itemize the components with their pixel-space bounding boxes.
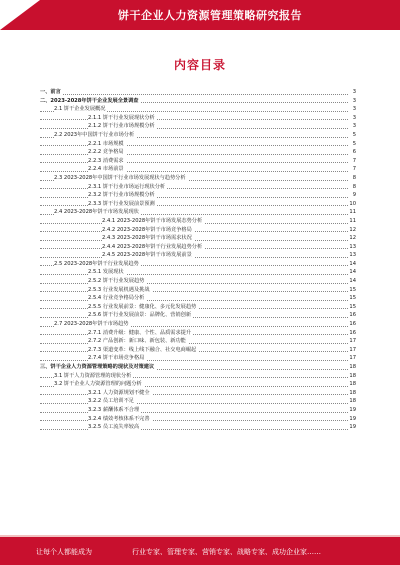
toc-entry[interactable] <box>40 200 356 209</box>
toc-page-number: 19 <box>349 415 356 422</box>
toc-entry[interactable] <box>40 157 356 166</box>
toc-entry[interactable] <box>40 277 356 286</box>
toc-entry-title: 3.1 饼干人力资源管理的现状分析 <box>54 372 132 379</box>
report-title: 饼干企业人力资源管理策略研究报告 <box>118 9 302 22</box>
toc-leader-dots <box>40 197 348 198</box>
toc-entry-title: 2.5 2023-2028年饼干行业发展趋势 <box>54 260 139 267</box>
toc-entry[interactable] <box>40 303 356 312</box>
toc-entry[interactable] <box>40 337 356 346</box>
toc-entry[interactable] <box>40 97 356 106</box>
footer-banner <box>0 535 400 565</box>
toc-heading: 内容目录 <box>173 58 226 72</box>
toc-leader-dots <box>40 205 348 206</box>
toc-page-number: 10 <box>349 200 356 207</box>
toc-leader-dots <box>40 291 348 292</box>
toc-page-number: 3 <box>352 89 356 95</box>
toc-page-number: 19 <box>349 406 356 413</box>
toc-entry-title: 2.5.5 行业发展前景：健康化、多元化发展趋势 <box>88 303 197 310</box>
toc-entry[interactable] <box>40 217 356 226</box>
toc-entry[interactable] <box>40 380 356 389</box>
toc-page-number: 17 <box>349 338 356 345</box>
toc-entry[interactable] <box>40 208 356 217</box>
toc-entry[interactable] <box>40 114 356 123</box>
toc-leader-dots <box>40 360 348 361</box>
toc-entry[interactable] <box>40 243 356 252</box>
toc-entry-title: 2.2.1 市场规模 <box>88 140 124 147</box>
toc-entry[interactable] <box>40 140 356 149</box>
toc-entry-title: 2.5.3 行业发展机遇及挑战 <box>88 286 150 293</box>
toc-leader-dots <box>40 412 348 413</box>
toc-entry[interactable] <box>40 234 356 243</box>
toc-page-number: 16 <box>349 329 356 336</box>
toc-entry[interactable] <box>40 415 356 424</box>
toc-page-number: 3 <box>352 123 356 130</box>
toc-entry-title: 2.3.2 饼干行业市场规模分析 <box>88 192 155 199</box>
header-banner <box>0 0 400 30</box>
toc-page-number: 12 <box>349 235 356 242</box>
toc-entry[interactable] <box>40 226 356 235</box>
toc-leader-dots <box>40 94 348 95</box>
toc-leader-dots <box>40 343 348 344</box>
toc-entry-title: 2.1.2 饼干行业市场规模分析 <box>88 123 155 130</box>
toc-leader-dots <box>40 257 348 258</box>
toc-leader-dots <box>40 162 348 163</box>
toc-page-number: 18 <box>349 372 356 379</box>
toc-page-number: 17 <box>349 346 356 353</box>
toc-entry[interactable] <box>40 363 356 372</box>
toc-entry-title: 2.5.4 行业竞争格局分析 <box>88 295 145 302</box>
toc-leader-dots <box>40 394 348 395</box>
toc-entry-title: 3.2.1 人力资源规划不健全 <box>88 389 150 396</box>
toc-entry-title: 2.4.2 2023-2028年饼干市场竞争格局 <box>102 226 192 233</box>
toc-page-number: 18 <box>349 389 356 396</box>
toc-entry[interactable] <box>40 423 356 432</box>
toc-entry[interactable] <box>40 148 356 157</box>
toc-entry-title: 2.1.1 饼干行业发展现状分析 <box>88 114 155 121</box>
toc-entry[interactable] <box>40 311 356 320</box>
toc-entry-title: 2.7.3 渠道变革：线上线下融合、社交电商崛起 <box>88 346 197 353</box>
toc-page-number: 14 <box>349 278 356 285</box>
toc-page-number: 7 <box>352 166 356 173</box>
toc-entry-title: 2.4.1 2023-2028年饼干市场发展态势分析 <box>102 217 203 224</box>
toc-page-number: 18 <box>349 398 356 405</box>
toc-leader-dots <box>40 240 348 241</box>
toc-entry[interactable] <box>40 294 356 303</box>
toc-page-number: 5 <box>352 131 356 138</box>
toc-entry[interactable] <box>40 268 356 277</box>
footer-stripe <box>0 535 400 537</box>
toc-entry-title: 一、前言 <box>40 89 61 95</box>
toc-entry[interactable] <box>40 286 356 295</box>
toc-page-number: 16 <box>349 312 356 319</box>
toc-entry[interactable] <box>40 88 356 97</box>
toc-entry-title: 2.2 2023年中国饼干行业市场分析 <box>54 131 135 138</box>
toc-page-number: 8 <box>352 183 356 190</box>
toc-leader-dots <box>40 171 348 172</box>
toc-leader-dots <box>40 128 348 129</box>
toc-entry[interactable] <box>40 397 356 406</box>
toc-entry[interactable] <box>40 191 356 200</box>
toc-leader-dots <box>40 188 348 189</box>
toc-page-number: 12 <box>349 226 356 233</box>
toc-entry-title: 2.5.6 饼干行业发展前景：品牌化、营销创新 <box>88 312 192 319</box>
toc-page-number: 3 <box>352 97 356 104</box>
toc-page-number: 15 <box>349 303 356 310</box>
toc-leader-dots <box>40 420 348 421</box>
toc-page-number: 17 <box>349 355 356 362</box>
toc-page-number: 9 <box>352 192 356 199</box>
toc-entry-title: 2.5.2 饼干行业发展趋势 <box>88 278 145 285</box>
toc-entry[interactable] <box>40 174 356 183</box>
toc-page-number: 18 <box>349 381 356 388</box>
toc-page-number: 14 <box>349 269 356 276</box>
toc-leader-dots <box>40 429 348 430</box>
toc-entry-title: 2.4 2023-2028年饼干市场发展现状 <box>54 209 139 216</box>
toc-entry[interactable] <box>40 260 356 269</box>
toc-entry-title: 2.5.1 发展现状 <box>88 269 124 276</box>
toc-leader-dots <box>40 403 348 404</box>
toc-leader-dots <box>40 145 348 146</box>
toc-leader-dots <box>40 334 348 335</box>
toc-entry-title: 2.3.1 饼干行业市场运行现状分析 <box>88 183 166 190</box>
toc-leader-dots <box>40 231 348 232</box>
toc-page-number: 13 <box>349 252 356 259</box>
toc-page-number: 6 <box>352 149 356 156</box>
toc-entry[interactable] <box>40 251 356 260</box>
toc-entry-title: 2.7 2023-2028年饼干市场趋势 <box>54 321 129 328</box>
toc-entry-title: 3.2 饼干企业人力资源管理的问题分析 <box>54 381 142 388</box>
toc-page-number: 15 <box>349 295 356 302</box>
toc-page-number: 3 <box>352 106 356 113</box>
toc-entry-title: 2.4.5 2023-2028年饼干市场发展前景 <box>102 252 192 259</box>
toc-page-number: 16 <box>349 321 356 328</box>
toc-leader-dots <box>40 154 348 155</box>
toc-entry-title: 3.2.2 员工培训不足 <box>88 398 134 405</box>
toc-entry-title: 2.3.3 饼干行业发展前景预测 <box>88 200 155 207</box>
toc-page-number: 18 <box>349 364 356 370</box>
toc-entry[interactable] <box>40 406 356 415</box>
toc-entry-title: 2.7.4 饼干市场竞争格局 <box>88 355 145 362</box>
toc-entry-title: 二、2023-2028年饼干企业发展全景调查 <box>40 97 139 104</box>
toc-leader-dots <box>40 283 348 284</box>
toc-page-number: 15 <box>349 286 356 293</box>
toc-entry-title: 2.4.4 2023-2028年饼干行业发展趋势分析 <box>102 243 203 250</box>
toc-entry[interactable] <box>40 105 356 114</box>
toc-entry-title: 2.7.1 消费升级：健康、个性、品质需求提升 <box>88 329 192 336</box>
footer-slogan: 让每个人都能成为 <box>36 548 92 556</box>
toc-entry-title: 3.2.3 薪酬体系不合理 <box>88 406 140 413</box>
toc-entry-title: 三、饼干企业人力资源管理策略的现状及对策建议 <box>40 364 155 370</box>
toc-entry[interactable] <box>40 165 356 174</box>
footer-services: 行业专家、管理专家、营销专家、战略专家、成功企业家…… <box>132 548 321 556</box>
toc-entry-title: 2.2.3 消费需求 <box>88 157 124 164</box>
toc-entry[interactable] <box>40 372 356 381</box>
toc-entry[interactable] <box>40 320 356 329</box>
toc-page-number: 11 <box>349 209 356 216</box>
toc-leader-dots <box>40 317 348 318</box>
toc-page-number: 19 <box>349 424 356 431</box>
toc-leader-dots <box>40 119 348 120</box>
toc-entry-title: 2.2.4 市场前景 <box>88 166 124 173</box>
toc-leader-dots <box>40 274 348 275</box>
toc-entry-title: 2.2.2 竞争格局 <box>88 149 124 156</box>
toc-page-number: 8 <box>352 174 356 181</box>
toc-entry[interactable] <box>40 346 356 355</box>
toc-entry[interactable] <box>40 329 356 338</box>
toc-entry-title: 2.7.2 产品创新：新口味、新包装、新功能 <box>88 338 186 345</box>
toc-page-number: 3 <box>352 114 356 121</box>
toc-entry[interactable] <box>40 389 356 398</box>
toc-page-number: 11 <box>349 217 356 224</box>
toc-entry[interactable] <box>40 122 356 131</box>
toc-entry[interactable] <box>40 183 356 192</box>
toc-page-number: 5 <box>352 140 356 147</box>
toc-entry[interactable] <box>40 131 356 140</box>
toc-page-number: 13 <box>349 243 356 250</box>
toc-entry-title: 2.3 2023-2028年中国饼干行业市场发展现状与趋势分析 <box>54 174 186 181</box>
toc-page-number: 7 <box>352 157 356 164</box>
toc-page-number: 14 <box>349 260 356 267</box>
table-of-contents <box>40 88 356 432</box>
toc-entry-title: 2.4.3 2023-2028年饼干市场需求状况 <box>102 235 192 242</box>
toc-entry[interactable] <box>40 354 356 363</box>
toc-entry-title: 2.1 饼干企业发展概况 <box>54 106 106 113</box>
toc-entry-title: 3.2.4 绩效考核体系不完善 <box>88 415 150 422</box>
toc-leader-dots <box>40 300 348 301</box>
toc-entry-title: 3.2.5 员工流失率较高 <box>88 424 140 431</box>
